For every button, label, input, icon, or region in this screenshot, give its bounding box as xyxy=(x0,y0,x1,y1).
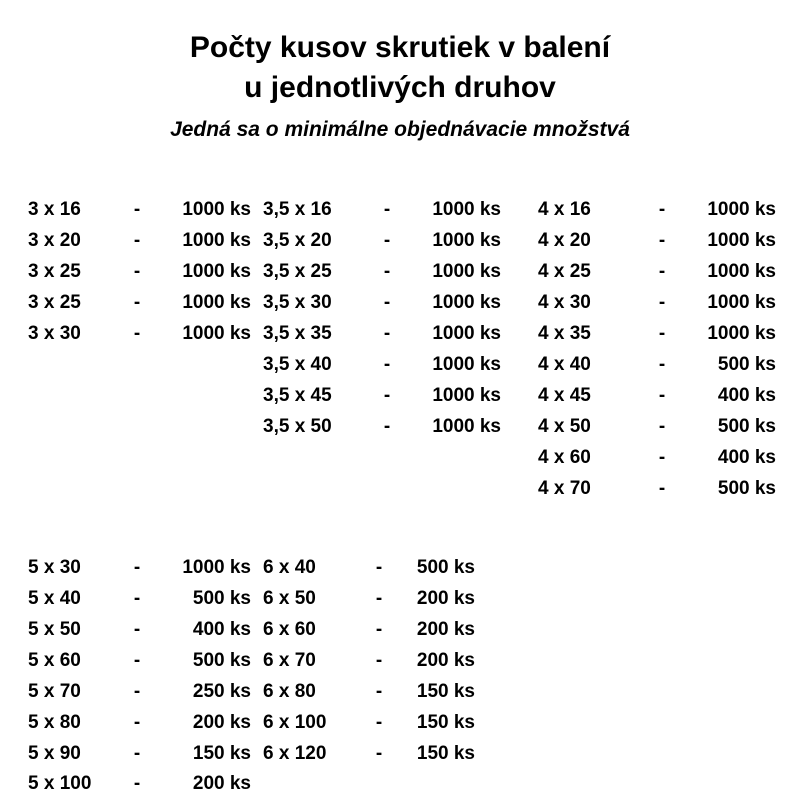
item-size: 5 x 30 xyxy=(28,556,81,578)
item-separator: - xyxy=(383,229,391,251)
item-size: 5 x 50 xyxy=(28,618,81,640)
item-quantity: 1000 ks xyxy=(182,322,251,344)
item-quantity: 1000 ks xyxy=(707,260,776,282)
item-quantity: 1000 ks xyxy=(182,229,251,251)
item-separator: - xyxy=(375,618,383,640)
item-quantity: 500 ks xyxy=(192,649,251,671)
list-item xyxy=(263,553,538,584)
item-separator: - xyxy=(658,291,666,313)
title-block xyxy=(0,0,800,142)
item-quantity: 400 ks xyxy=(717,446,776,468)
item-size: 3 x 25 xyxy=(28,260,81,282)
item-size: 6 x 50 xyxy=(263,587,316,609)
list-item xyxy=(263,350,538,381)
item-size: 4 x 35 xyxy=(538,322,591,344)
list-item xyxy=(538,319,800,350)
list-item xyxy=(28,769,258,800)
item-quantity: 150 ks xyxy=(416,680,475,702)
item-size: 6 x 120 xyxy=(263,742,327,764)
list-item xyxy=(28,739,258,770)
list-item xyxy=(263,288,538,319)
item-separator: - xyxy=(133,680,141,702)
item-quantity: 1000 ks xyxy=(432,229,501,251)
list-item xyxy=(28,257,258,288)
list-item xyxy=(28,708,258,739)
item-quantity: 150 ks xyxy=(192,742,251,764)
page-subtitle: Jedná sa o minimálne objednávacie množstvá xyxy=(170,117,630,141)
list-item xyxy=(263,195,538,226)
list-item xyxy=(28,646,258,677)
item-quantity: 1000 ks xyxy=(182,556,251,578)
item-size: 4 x 25 xyxy=(538,260,591,282)
item-separator: - xyxy=(133,291,141,313)
list-item xyxy=(28,288,258,319)
item-quantity: 1000 ks xyxy=(182,291,251,313)
item-separator: - xyxy=(133,587,141,609)
item-separator: - xyxy=(658,260,666,282)
item-size: 4 x 60 xyxy=(538,446,591,468)
item-quantity: 1000 ks xyxy=(432,415,501,437)
item-quantity: 1000 ks xyxy=(707,322,776,344)
list-item xyxy=(538,474,800,505)
item-size: 5 x 90 xyxy=(28,742,81,764)
list-item xyxy=(263,615,538,646)
item-separator: - xyxy=(383,415,391,437)
item-size: 6 x 60 xyxy=(263,618,316,640)
item-quantity: 200 ks xyxy=(416,587,475,609)
item-separator: - xyxy=(658,353,666,375)
item-separator: - xyxy=(383,384,391,406)
listing-row-top xyxy=(0,195,800,505)
list-item xyxy=(263,646,538,677)
page-title-line-1: Počty kusov skrutiek v balení xyxy=(189,31,611,64)
item-size: 3,5 x 20 xyxy=(263,229,332,251)
item-size: 4 x 16 xyxy=(538,199,591,220)
item-size: 3,5 x 30 xyxy=(263,291,332,313)
item-quantity: 200 ks xyxy=(416,649,475,671)
item-quantity: 200 ks xyxy=(192,773,251,795)
list-item xyxy=(28,319,258,350)
item-separator: - xyxy=(133,773,141,795)
item-separator: - xyxy=(133,229,141,251)
list-item xyxy=(263,381,538,412)
item-separator: - xyxy=(375,711,383,733)
item-size: 6 x 40 xyxy=(263,556,316,578)
item-size: 4 x 30 xyxy=(538,291,591,313)
item-quantity: 1000 ks xyxy=(432,291,501,313)
list-item xyxy=(263,319,538,350)
page-title-line-2: u jednotlivých druhov xyxy=(244,70,556,104)
item-quantity: 250 ks xyxy=(192,680,251,702)
list-item xyxy=(263,677,538,708)
list-item xyxy=(538,288,800,319)
item-quantity: 1000 ks xyxy=(707,229,776,251)
item-quantity: 1000 ks xyxy=(432,384,501,406)
item-size: 3 x 20 xyxy=(28,229,81,251)
list-item xyxy=(538,381,800,412)
item-quantity: 1000 ks xyxy=(707,199,776,220)
item-separator: - xyxy=(658,384,666,406)
item-separator: - xyxy=(375,742,383,764)
item-size: 3,5 x 40 xyxy=(263,353,332,375)
item-separator: - xyxy=(383,291,391,313)
item-size: 3,5 x 50 xyxy=(263,415,332,437)
item-size: 4 x 40 xyxy=(538,353,591,375)
item-separator: - xyxy=(658,446,666,468)
listing-groups xyxy=(0,195,800,800)
item-quantity: 1000 ks xyxy=(432,260,501,282)
column-3mm xyxy=(0,195,258,350)
list-item xyxy=(538,195,800,226)
list-item xyxy=(263,739,538,770)
item-separator: - xyxy=(658,199,666,220)
item-separator: - xyxy=(133,649,141,671)
item-size: 6 x 70 xyxy=(263,649,316,671)
item-size: 4 x 70 xyxy=(538,477,591,499)
item-size: 3,5 x 45 xyxy=(263,384,332,406)
list-item xyxy=(538,350,800,381)
item-separator: - xyxy=(658,477,666,499)
item-size: 5 x 60 xyxy=(28,649,81,671)
item-quantity: 1000 ks xyxy=(182,260,251,282)
item-size: 4 x 50 xyxy=(538,415,591,437)
item-quantity: 1000 ks xyxy=(432,353,501,375)
item-quantity: 500 ks xyxy=(416,556,475,578)
item-separator: - xyxy=(383,353,391,375)
item-separator: - xyxy=(375,587,383,609)
item-quantity: 150 ks xyxy=(416,711,475,733)
item-separator: - xyxy=(133,742,141,764)
list-item xyxy=(28,195,258,226)
item-size: 3,5 x 16 xyxy=(263,199,332,220)
item-separator: - xyxy=(133,260,141,282)
item-quantity: 500 ks xyxy=(192,587,251,609)
item-size: 5 x 80 xyxy=(28,711,81,733)
item-quantity: 400 ks xyxy=(717,384,776,406)
list-item xyxy=(538,443,800,474)
column-5mm xyxy=(0,553,258,800)
list-item xyxy=(538,412,800,443)
item-separator: - xyxy=(133,618,141,640)
item-size: 6 x 80 xyxy=(263,680,316,702)
item-quantity: 1000 ks xyxy=(432,199,501,220)
item-size: 5 x 70 xyxy=(28,680,81,702)
item-quantity: 1000 ks xyxy=(182,199,251,220)
list-item xyxy=(28,584,258,615)
list-item xyxy=(263,226,538,257)
list-item xyxy=(538,226,800,257)
list-item xyxy=(538,257,800,288)
item-separator: - xyxy=(383,199,391,220)
column-4mm xyxy=(538,195,800,505)
item-quantity: 200 ks xyxy=(192,711,251,733)
item-separator: - xyxy=(375,649,383,671)
item-separator: - xyxy=(375,680,383,702)
item-size: 3 x 16 xyxy=(28,199,81,220)
item-quantity: 500 ks xyxy=(717,353,776,375)
item-separator: - xyxy=(133,711,141,733)
item-separator: - xyxy=(658,322,666,344)
item-separator: - xyxy=(133,322,141,344)
item-quantity: 400 ks xyxy=(192,618,251,640)
item-separator: - xyxy=(383,260,391,282)
item-separator: - xyxy=(375,556,383,578)
item-separator: - xyxy=(133,199,141,220)
item-size: 5 x 40 xyxy=(28,587,81,609)
item-size: 6 x 100 xyxy=(263,711,327,733)
item-quantity: 200 ks xyxy=(416,618,475,640)
item-size: 3 x 30 xyxy=(28,322,81,344)
list-item xyxy=(28,226,258,257)
list-item xyxy=(263,708,538,739)
item-separator: - xyxy=(383,322,391,344)
item-quantity: 1000 ks xyxy=(432,322,501,344)
item-size: 3,5 x 35 xyxy=(263,322,332,344)
item-size: 3 x 25 xyxy=(28,291,81,313)
item-separator: - xyxy=(133,556,141,578)
listing-row-bottom xyxy=(0,553,800,800)
item-size: 4 x 45 xyxy=(538,384,591,406)
list-item xyxy=(263,257,538,288)
item-size: 4 x 20 xyxy=(538,229,591,251)
item-quantity: 150 ks xyxy=(416,742,475,764)
list-item xyxy=(263,584,538,615)
list-item xyxy=(263,412,538,443)
item-size: 5 x 100 xyxy=(28,773,92,795)
item-size: 3,5 x 25 xyxy=(263,260,332,282)
column-6mm xyxy=(258,553,538,770)
list-item xyxy=(28,615,258,646)
list-item xyxy=(28,553,258,584)
list-item xyxy=(28,677,258,708)
column-35mm xyxy=(258,195,538,443)
item-separator: - xyxy=(658,415,666,437)
item-quantity: 500 ks xyxy=(717,477,776,499)
item-quantity: 500 ks xyxy=(717,415,776,437)
item-quantity: 1000 ks xyxy=(707,291,776,313)
item-separator: - xyxy=(658,229,666,251)
